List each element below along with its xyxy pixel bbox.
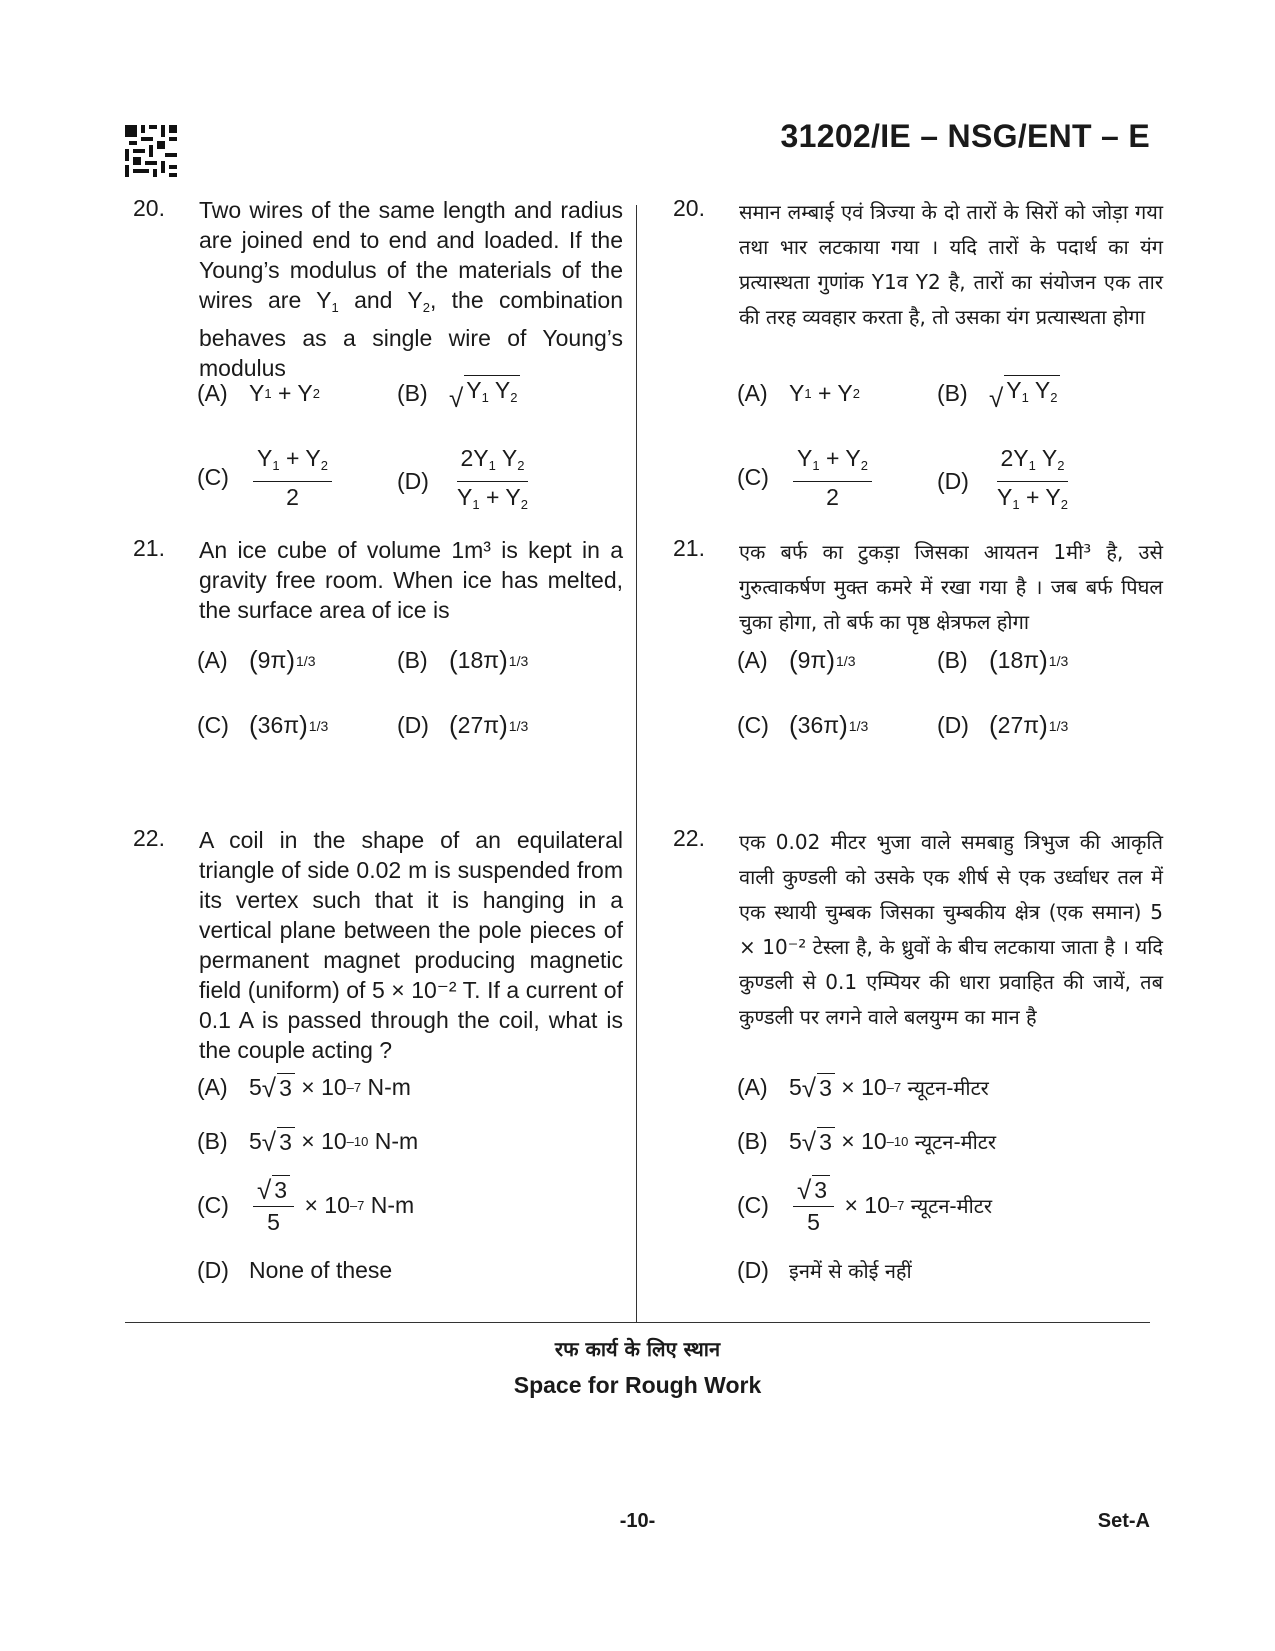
qr-code [125,125,177,177]
option-b[interactable]: (B) 5 √ 3 × 10 –10 न्यूटन-मीटर [737,1127,997,1157]
option-a[interactable]: (A) ( 9π ) 1/3 [197,645,316,675]
option-c[interactable]: (C) ( 36π ) 1/3 [737,710,869,740]
option-a[interactable]: (A) Y 1 + Y 2 [197,380,320,406]
option-d[interactable]: (D) ( 27π ) 1/3 [937,710,1069,740]
rough-work-label-hindi: रफ कार्य के लिए स्थान [554,1337,721,1361]
option-d[interactable]: (D) ( 27π ) 1/3 [397,710,529,740]
unit: N-m [370,1191,415,1218]
set-label: Set-A [1097,1510,1150,1532]
option-a[interactable]: (A) 5 √ 3 × 10 –7 N-m [197,1073,411,1103]
question-number: 20. [133,195,165,221]
unit: N-m [367,1073,411,1100]
unit: न्यूटन-मीटर [914,1129,997,1154]
option-a[interactable]: (A) 5 √ 3 × 10 –7 न्यूटन-मीटर [737,1073,989,1103]
question-text: An ice cube of volume 1m³ is kept in a gravity free room. When ice has melted, the surface area of ice is [199,537,623,623]
rough-work-label: Space for Rough Work [513,1372,762,1398]
option-b[interactable]: (B) 5 √ 3 × 10 –10 N-m [197,1127,419,1157]
question-text: A coil in the shape of an equilateral triangle of side 0.02 m is suspended from its vertex such that it is hanging in a vertical plane between the pole pieces of permanent magnet producing magnetic field (uniform) of 5 × 10⁻² T. If a current of 0.1 A is passed through the coil, what is the couple acting ? [199,827,623,1063]
question-number: 20. [673,195,705,221]
unit: न्यूटन-मीटर [907,1075,989,1100]
option-d[interactable]: (D) इनमें से कोई नहीं [737,1257,912,1283]
question-number: 22. [133,825,165,851]
option-a[interactable]: (A) Y 1 + Y 2 [737,380,860,406]
page-number: -10- [619,1510,656,1532]
option-c[interactable]: (C) $\frac{Y_1 + Y_2}{2}$ [737,445,876,510]
question-text: एक बर्फ का टुकड़ा जिसका आयतन 1मी³ है, उसे गुरुत्वाकर्षण मुक्त कमरे में रखा गया है । जब बर्फ पिघल चुका होगा, तो बर्फ का पृष्ठ क्षेत्रफल होगा [739,540,1163,634]
unit: N-m [374,1127,419,1154]
question-number: 21. [673,535,705,561]
option-b[interactable]: (B) √ $Y_1$ $Y_2$ [397,375,520,411]
option-a[interactable]: (A) ( 9π ) 1/3 [737,645,856,675]
option-c[interactable]: (C) ( 36π ) 1/3 [197,710,329,740]
option-b[interactable]: (B) ( 18π ) 1/3 [397,645,529,675]
option-d[interactable]: (D) $\frac{2Y_1 Y_2}{Y_1 + Y_2}$ [937,445,1068,512]
question-text: एक 0.02 मीटर भुजा वाले समबाहु त्रिभुज की आकृति वाली कुण्डली को उसके एक शीर्ष से एक उर्ध्वाधर तल में एक स्थायी चुम्बक जिसका चुम्बकीय क्षेत्र (एक समान) 5 × 10⁻² टेस्ला है, के ध्रुवों के बीच लटकाया जाता है । यदि कुण्डली से 0.1 एम्पियर की धारा प्रवाहित की जायें, तब कुण्डली पर लगने वाले बलयुग्म का मान है [739,830,1163,1029]
footer-rule [125,1322,1150,1323]
question-number: 21. [133,535,165,561]
unit: न्यूटन-मीटर [910,1193,993,1218]
option-b[interactable]: (B) ( 18π ) 1/3 [937,645,1069,675]
question-text: Two wires of the same length and radius are joined end to end and loaded. If the Young’s modulus of the materials of the wires are $Y_1$ and $Y_2$, the combination behaves as a single wire of Young’s modulus [199,197,623,381]
option-d[interactable]: (D) $\frac{2Y_1 Y_2}{Y_1 + Y_2}$ [397,445,528,512]
option-c[interactable]: (C) $\frac{Y_1 + Y_2}{2}$ [197,445,336,510]
option-b[interactable]: (B) √ $Y_1$ $Y_2$ [937,375,1060,411]
column-divider [636,205,637,1323]
option-c[interactable]: (C) √ 3 5 × 10 –7 न्यूटन-मीटर [737,1175,993,1235]
option-d[interactable]: (D) None of these [197,1257,393,1283]
paper-code: 31202/IE – NSG/ENT – E [780,118,1150,154]
question-text: समान लम्बाई एवं त्रिज्या के दो तारों के सिरों को जोड़ा गया तथा भार लटकाया गया । यदि तारों के पदार्थ का यंग प्रत्यास्थता गुणांक Y1व Y2 है, तारों का संयोजन एक तार की तरह व्यवहार करता है, तो उसका यंग प्रत्यास्थता होगा [739,200,1163,329]
question-text-part: Two wires of the same length and radius are joined end to end and loaded. If the Young’s modulus of the materials of the wires are Y [199,197,623,313]
option-c[interactable]: (C) √ 3 5 × 10 –7 N-m [197,1175,415,1235]
sqrt-symbol: √ $Y_1$ $Y_2$ [449,375,520,411]
question-number: 22. [673,825,705,851]
